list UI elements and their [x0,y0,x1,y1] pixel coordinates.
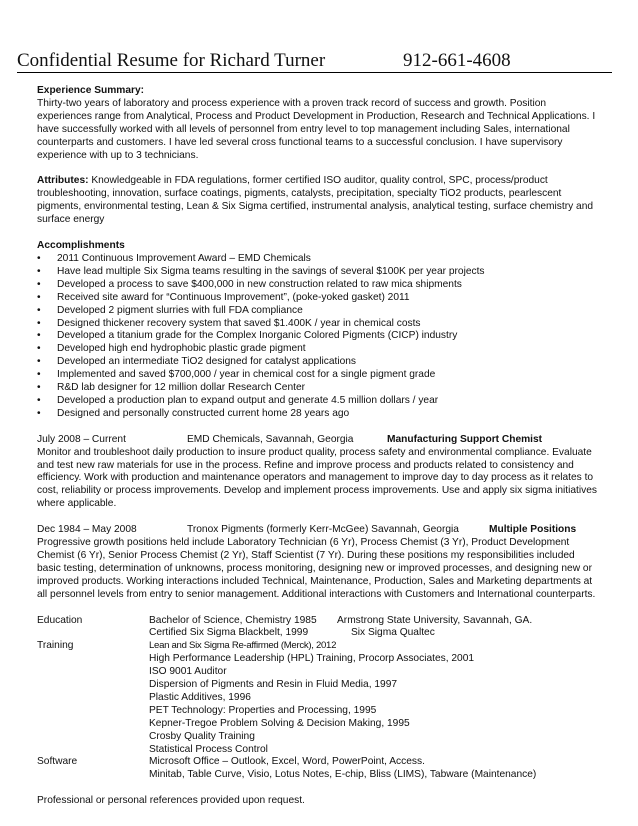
list-item: • Developed a production plan to expand output and generate 4.5 million dollars / year [37,394,439,406]
bullet-icon: • [37,278,41,290]
training-item: High Performance Leadership (HPL) Training, Procorp Associates, 2001 [149,653,475,665]
list-item: • Developed a titanium grade for the Complex Inorganic Colored Pigments (CICP) industry [37,330,458,342]
job-description: Monitor and troubleshoot daily production to insure product quality, process safety and environmental compliance. Evaluate and test new raw materials for use in the process. Refine and improve process and products related to consistency and efficiency. Work with production and maintenance operators and management to improve day to day process as it relates to cost, reliability or process improvements. Develop and implement process improvements. Use and apply six sigma initiatives where applicable. [37,446,597,510]
education-school: Armstrong State University, Savannah, GA. [337,614,533,626]
list-item: • Have lead multiple Six Sigma teams resulting in the savings of several $100K per year projects [37,265,485,277]
attributes-text: Knowledgeable in FDA regulations, former certified ISO auditor, quality control, SPC, process/product troubleshooting, innovation, surface coatings, pigments, catalysts, precipitation, specialty TiO2 products, pearlescent pigments, environmental testing, Lean & Six Sigma certified, instrumental analysis, analytical testing, surface chemistry and surface energy [37,175,594,226]
software-item: Minitab, Table Curve, Visio, Lotus Notes, E-chip, Bliss (LIMS), Tabware (Maintenance) [149,769,537,781]
list-item: • Developed high end hydrophobic plastic grade pigment [37,343,306,355]
attributes-section [37,175,599,227]
list-item: • Implemented and saved $700,000 / year in chemical cost for a single pigment grade [37,369,436,381]
bullet-icon: • [37,252,41,264]
training-item: Statistical Process Control [149,743,268,755]
references-note: Professional or personal references provided upon request. [37,795,305,807]
training-item: Plastic Additives, 1996 [149,691,251,703]
experience-summary-text: Thirty-two years of laboratory and process experience with a proven track record of success and growth. Position experiences range from Analytical, Process and Product Development in Production, Research and Technical Applications. I have successfully worked with all levels of personnel from entry level to top management including Sales, international counterparts and customers. I have led several cross functional teams to a successful conclusion. I have supervisory experience with up to 3 technicians. [37,97,596,161]
accomplishments-title: Accomplishments [37,240,125,252]
list-item: • 2011 Continuous Improvement Award – EMD Chemicals [37,252,311,264]
job-title: Manufacturing Support Chemist [387,433,543,445]
bullet-icon: • [37,369,41,381]
bullet-icon: • [37,394,41,406]
bullet-icon: • [37,265,41,277]
job-dates: Dec 1984 – May 2008 [37,524,137,536]
education-label: Education [37,614,83,626]
bullet-icon: • [37,356,41,368]
bullet-icon: • [37,291,41,303]
software-label: Software [37,756,78,768]
training-item: ISO 9001 Auditor [149,666,227,678]
list-item: • Developed an intermediate TiO2 designed for catalyst applications [37,356,357,368]
software-section [37,756,599,782]
bullet-icon: • [37,382,41,394]
bullet-icon: • [37,343,41,355]
list-item: • Received site award for “Continuous Improvement”, (poke-yoked gasket) 2011 [37,291,410,303]
phone-number: 912-661-4608 [403,50,511,71]
candidate-name: Confidential Resume for Richard Turner [17,50,326,71]
job-company: EMD Chemicals, Savannah, Georgia [187,433,354,445]
accomplishments-section [37,240,599,421]
software-item: Microsoft Office – Outlook, Excel, Word, PowerPoint, Access. [149,756,425,768]
list-item: • R&D lab designer for 12 million dollar Research Center [37,382,306,394]
resume-header [17,50,612,73]
bullet-icon: • [37,330,41,342]
training-item: Dispersion of Pigments and Resin in Fluid Media, 1997 [149,679,398,691]
education-degree: Bachelor of Science, Chemistry 1985 [149,614,317,626]
education-certification: Certified Six Sigma Blackbelt, 1999 [149,627,309,639]
training-item: PET Technology: Properties and Processing, 1995 [149,704,377,716]
job-tronox [37,524,599,601]
list-item: • Designed and personally constructed current home 28 years ago [37,407,350,419]
training-item: Lean and Six Sigma Re-affirmed (Merck), 2012 [149,640,337,652]
list-item: • Developed 2 pigment slurries with full FDA compliance [37,304,303,316]
job-dates: July 2008 – Current [37,433,126,445]
job-emd [37,434,599,511]
list-item: • Developed a process to save $400,000 in new construction related to raw mica shipments [37,278,462,290]
training-section [37,640,599,756]
job-description: Progressive growth positions held include Laboratory Technician (6 Yr), Process Chemist (3 Yr), Product Development Chemist (6 Yr), Senior Process Chemist (2 Yr), Staff Scientist (7 Yr). During these positions my responsibilities included basic testing, determination of unknowns, process monitoring, designing new or improved processes, and designing new or improved products. Working interactions included Technical, Maintenance, Production, Sales and Marketing departments at all personnel levels from entry to senior management. Additional interactions with Customers and International counterparts. [37,537,596,600]
experience-summary-title: Experience Summary: [37,85,145,96]
experience-summary-section [37,85,599,162]
resume-body [37,85,599,808]
job-title: Multiple Positions [489,524,577,536]
job-company: Tronox Pigments (formerly Kerr-McGee) Savannah, Georgia [187,524,459,536]
education-section [37,615,599,641]
training-label: Training [37,640,74,652]
accomplishments-list [37,253,599,421]
training-item: Kepner-Tregoe Problem Solving & Decision Making, 1995 [149,717,410,729]
bullet-icon: • [37,317,41,329]
bullet-icon: • [37,407,41,419]
certification-org: Six Sigma Qualtec [351,627,435,639]
attributes-title: Attributes: [37,175,89,187]
list-item: • Designed thickener recovery system that saved $1.400K / year in chemical costs [37,317,421,329]
training-item: Crosby Quality Training [149,730,255,742]
bullet-icon: • [37,304,41,316]
